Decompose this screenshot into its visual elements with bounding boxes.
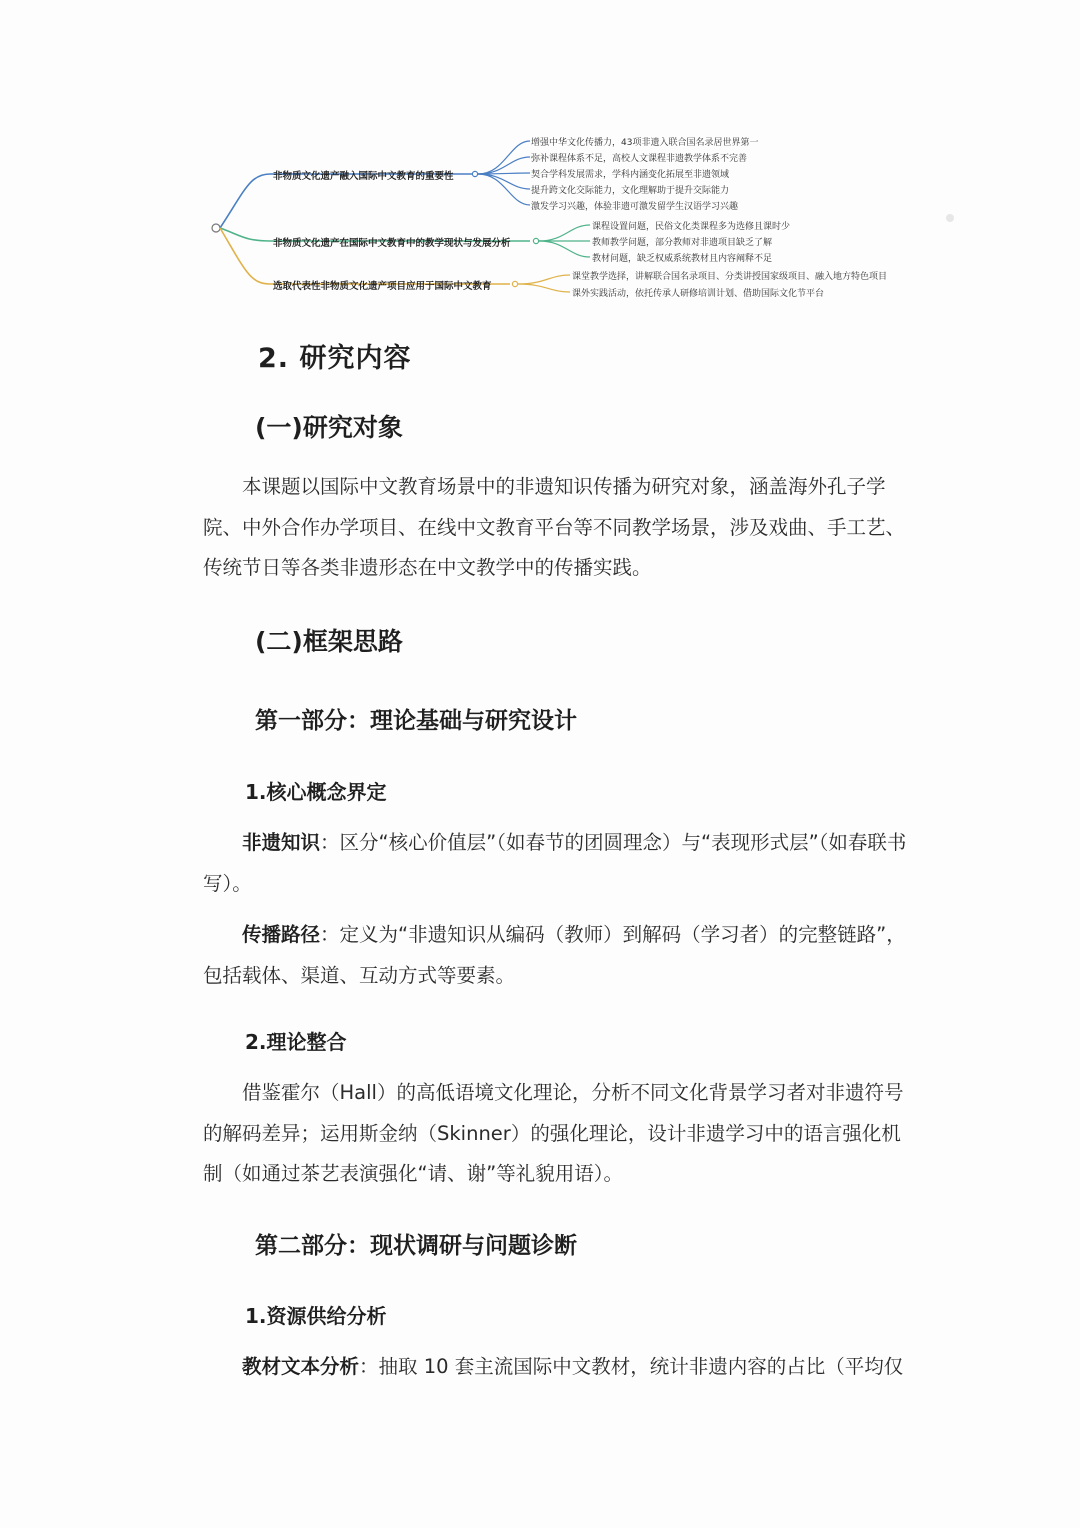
mindmap-branch-2-label: 非物质文化遗产在国际中文教育中的教学现状与发展分析	[273, 238, 511, 249]
research-object-paragraph: 本课题以国际中文教育场景中的非遗知识传播为研究对象，涵盖海外孔子学院、中外合作办学项目、在线中文教育平台等不同教学场景，涉及戏曲、手工艺、传统节日等各类非遗形态在中文教学中的传播实践。	[203, 475, 906, 579]
section-title: 2. 研究内容	[258, 343, 412, 374]
mindmap-root-node	[212, 224, 220, 232]
mindmap-branch-1-label: 非物质文化遗产融入国际中文教育的重要性	[273, 171, 454, 182]
part-2-item-1-title: 1.资源供给分析	[245, 1304, 387, 1328]
mindmap-leaf: 弥补课程体系不足，高校人文课程非遗教学体系不完善	[531, 154, 748, 164]
mindmap-leaf: 契合学科发展需求，学科内涵变化拓展至非遗领域	[531, 170, 730, 180]
textbook-analysis-paragraph: 教材文本分析：抽取 10 套主流国际中文教材，统计非遗内容的占比（平均仅	[242, 1355, 904, 1378]
subsection-title-research-object: (一)研究对象	[255, 413, 403, 442]
subsection-title-framework: (二)框架思路	[255, 627, 403, 656]
mindmap-leaf: 提升跨文化交际能力，文化理解助于提升交际能力	[531, 186, 730, 196]
mindmap-branch-1-line	[220, 174, 473, 228]
theory-integration-paragraph: 借鉴霍尔（Hall）的高低语境文化理论，分析不同文化背景学习者对非遗符号的解码差异；运用斯金纳（Skinner）的强化理论，设计非遗学习中的语言强化机制（如通过茶艺表演强化“请、谢”等礼貌用语）。	[203, 1081, 904, 1185]
definition-intangible-knowledge: 非遗知识：区分“核心价值层”（如春节的团圆理念）与“表现形式层”（如春联书写）。	[203, 831, 907, 895]
mindmap-branch-2-node	[533, 238, 538, 243]
mindmap-branch-3-node	[512, 281, 517, 286]
mindmap-leaf: 教材问题，缺乏权威系统教材且内容阐释不足	[592, 254, 773, 264]
mindmap-leaf: 增强中华文化传播力，43项非遗入联合国名录居世界第一	[531, 138, 759, 148]
part-1-item-1-title: 1.核心概念界定	[245, 780, 387, 804]
scan-artifact-dot	[946, 214, 954, 222]
part-1-title: 第一部分：理论基础与研究设计	[255, 708, 577, 734]
mindmap-leaf: 激发学习兴趣，体验非遗可激发留学生汉语学习兴趣	[531, 202, 739, 212]
definition-transmission-path: 传播路径：定义为“非遗知识从编码（教师）到解码（学习者）的完整链路”，包括载体、渠道、互动方式等要素。	[203, 923, 906, 987]
mindmap-leaf: 课外实践活动，依托传承人研修培训计划、借助国际文化节平台	[572, 289, 825, 299]
mindmap-leaf: 课程设置问题，民俗文化类课程多为选修且课时少	[592, 222, 791, 232]
mindmap-branch-3-label: 选取代表性非物质文化遗产项目应用于国际中文教育	[273, 281, 492, 292]
mindmap-leaf: 课堂教学选择，讲解联合国名录项目、分类讲授国家级项目、融入地方特色项目	[572, 272, 888, 282]
mindmap-leaf: 教师教学问题，部分教师对非遗项目缺乏了解	[592, 238, 773, 248]
part-2-title: 第二部分：现状调研与问题诊断	[255, 1233, 577, 1259]
part-1-item-2-title: 2.理论整合	[245, 1030, 347, 1054]
mindmap-branch-1-node	[472, 171, 477, 176]
